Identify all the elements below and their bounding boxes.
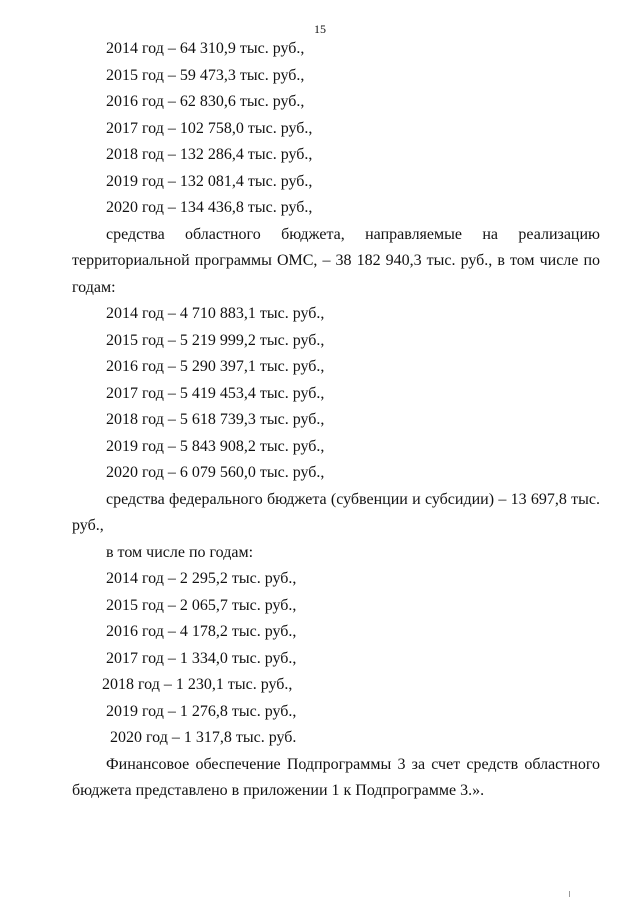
list-item: 2018 год – 1 230,1 тыс. руб., bbox=[102, 676, 293, 693]
list-item: 2017 год – 1 334,0 тыс. руб., bbox=[106, 649, 297, 667]
list-item: 2014 год – 4 710 883,1 тыс. руб., bbox=[106, 305, 325, 322]
list-item: 2020 год – 1 317,8 тыс. руб. bbox=[110, 729, 297, 746]
list-item: 2018 год – 5 618 739,3 тыс. руб., bbox=[106, 411, 325, 428]
label-by-years: в том числе по годам: bbox=[106, 543, 254, 561]
scan-mark bbox=[569, 891, 570, 897]
list-item: 2014 год – 2 295,2 тыс. руб., bbox=[106, 570, 297, 587]
list-item: 2015 год – 59 473,3 тыс. руб., bbox=[106, 66, 305, 84]
list-item: 2019 год – 132 081,4 тыс. руб., bbox=[106, 172, 313, 190]
list-item: 2019 год – 1 276,8 тыс. руб., bbox=[106, 702, 297, 720]
list-item: 2015 год – 5 219 999,2 тыс. руб., bbox=[106, 331, 325, 349]
list-item: 2016 год – 4 178,2 тыс. руб., bbox=[106, 623, 297, 640]
list-item: 2018 год – 132 286,4 тыс. руб., bbox=[106, 146, 313, 163]
paragraph-oblast-budget: средства областного бюджета, направляемые на реализацию территориальной программы ОМС, – 38 182 940,3 тыс. руб., в том числе по годам: bbox=[72, 225, 600, 296]
list-item: 2017 год – 5 419 453,4 тыс. руб., bbox=[106, 384, 325, 402]
year-list-1 bbox=[72, 36, 600, 222]
list-item: 2017 год – 102 758,0 тыс. руб., bbox=[106, 119, 313, 137]
year-list-3 bbox=[72, 566, 600, 752]
paragraph-federal-budget: средства федерального бюджета (субвенции и субсидии) – 13 697,8 тыс. руб., bbox=[72, 490, 600, 534]
paragraph-final: Финансовое обеспечение Подпрограммы 3 за счет средств областного бюджета представлено в приложении 1 к Подпрограмме 3.». bbox=[72, 755, 600, 799]
year-list-2 bbox=[72, 301, 600, 487]
list-item: 2016 год – 62 830,6 тыс. руб., bbox=[106, 93, 305, 110]
page-number: 15 bbox=[314, 22, 326, 36]
list-item: 2020 год – 134 436,8 тыс. руб., bbox=[106, 199, 313, 216]
document-body bbox=[72, 36, 600, 805]
list-item: 2019 год – 5 843 908,2 тыс. руб., bbox=[106, 437, 325, 455]
list-item: 2015 год – 2 065,7 тыс. руб., bbox=[106, 596, 297, 614]
list-item: 2020 год – 6 079 560,0 тыс. руб., bbox=[106, 464, 325, 481]
list-item: 2016 год – 5 290 397,1 тыс. руб., bbox=[106, 358, 325, 375]
list-item: 2014 год – 64 310,9 тыс. руб., bbox=[106, 40, 305, 57]
